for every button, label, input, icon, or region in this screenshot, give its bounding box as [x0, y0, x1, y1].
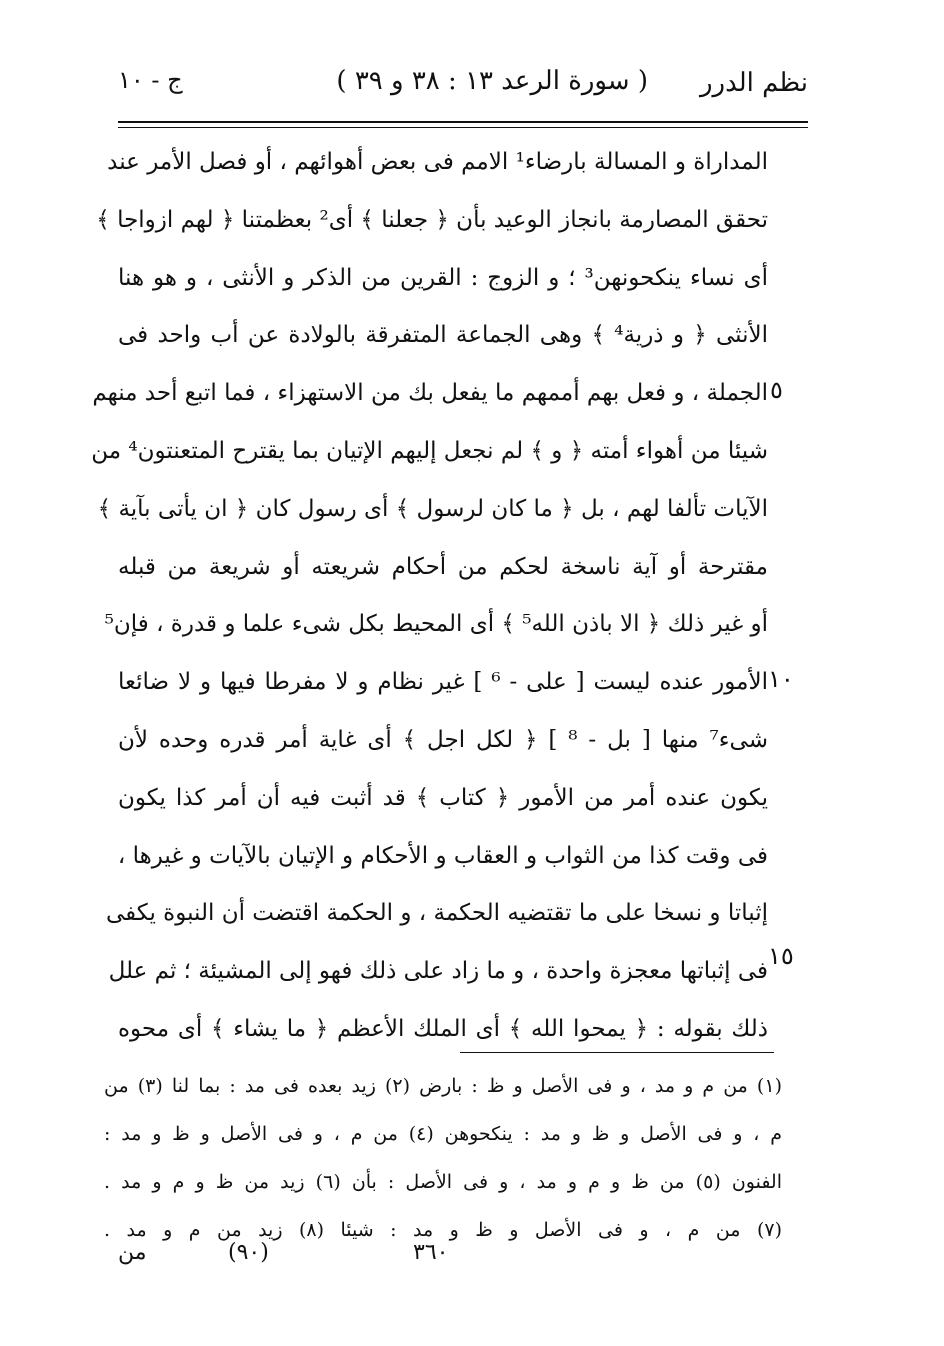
text-line: ذلك بقوله : ﴿ يمحوا الله ﴾ أى الملك الأعظم ﴿ ما يشاء ﴾ أى محوه [118, 1015, 768, 1042]
header-rule-thin [118, 127, 808, 128]
page-footer [118, 1240, 718, 1280]
text-line: تحقق المصارمة بانجاز الوعيد بأن ﴿ جعلنا ﴾ أى² بعظمتنا ﴿ لهم ازواجا ﴾ [96, 206, 768, 233]
text-line: يكون عنده أمر من الأمور ﴿ كتاب ﴾ قد أثبت فيه أن أمر كذا يكون [118, 784, 768, 811]
text-line: فى إثباتها معجزة واحدة ، و ما زاد على ذلك فهو إلى المشيئة ؛ ثم علل [108, 958, 768, 985]
folio-number: (٩٠) [228, 1240, 269, 1265]
book-title: نظم الدرر [699, 68, 808, 98]
text-line: فى وقت كذا من الثواب و العقاب و الأحكام و الإتيان بالآيات و غيرها ، [117, 842, 768, 869]
text-line: الآيات تألفا لهم ، بل ﴿ ما كان لرسول ﴾ أى رسول كان ﴿ ان يأتى بآية ﴾ [97, 495, 768, 522]
body-text [91, 134, 768, 1059]
text-line: الجملة ، و فعل بهم أممهم ما يفعل بك من الاستهزاء ، فما اتبع أحد منهم [92, 380, 768, 407]
footnote-line: (١) من م و مد ، و فى الأصل و ظ : بارض (٢) زيد بعده فى مد : بما لنا (٣) من [104, 1075, 782, 1097]
text-line: مقترحة أو آية ناسخة لحكم من أحكام شريعته أو شريعة من قبله [118, 553, 768, 580]
text-line: شىء⁷ منها [ بل - ⁸ ] ﴿ لكل اجل ﴾ أى غاية أمر قدره وحده لأن [118, 726, 768, 753]
text-line: إثباتا و نسخا على ما تقتضيه الحكمة ، و الحكمة اقتضت أن النبوة يكفى [105, 900, 768, 927]
text-line: المداراة و المسالة بارضاء¹ الامم فى بعض أهوائهم ، أو فصل الأمر عند [107, 149, 768, 175]
footnote-line: (٧) من م ، و فى الأصل و ظ و مد : شيئا (٨) زيد من م و مد . [104, 1219, 782, 1241]
footnote-rule [460, 1052, 774, 1053]
line-number-5: ٥ [770, 376, 783, 404]
header-rule-thick [118, 121, 808, 123]
text-line: الأمور عنده ليست [ على - ⁶ ] غير نظام و لا مفرطا فيها و لا ضائعا [118, 669, 768, 696]
surah-reference: ( سورة الرعد ١٣ : ٣٨ و ٣٩ ) [336, 66, 648, 96]
page-header [118, 62, 808, 110]
footnote-line: م ، و فى الأصل و ظ و مد : ينكحوهن (٤) من م ، و فى الأصل و ظ و مد : [104, 1123, 782, 1145]
line-number-15: ١٥ [768, 942, 794, 970]
catchword: من [118, 1240, 147, 1265]
page-number: ٣٦٠ [413, 1240, 449, 1265]
text-line: شيئا من أهواء أمته ﴿ و ﴾ لم نجعل إليهم الإتيان بما يقترح المتعنتون⁴ من [91, 437, 768, 464]
text-line: الأنثى ﴿ و ذرية⁴ ﴾ وهى الجماعة المتفرقة بالولادة عن أب واحد فى [118, 322, 768, 349]
line-number-10: ١٠ [768, 665, 794, 693]
text-line: أى نساء ينكحونهن³ ؛ و الزوج : القرين من الذكر و الأنثى ، و هو هنا [118, 264, 768, 291]
text-line: أو غير ذلك ﴿ الا باذن الله⁵ ﴾ أى المحيط بكل شىء علما و قدرة ، فإن⁵ [104, 611, 768, 638]
volume-number: ج - ١٠ [118, 66, 183, 94]
footnote-line: الفنون (٥) من ظ و م و مد ، و فى الأصل : بأن (٦) زيد من ظ و م و مد . [104, 1171, 782, 1193]
footnotes [104, 1062, 782, 1254]
